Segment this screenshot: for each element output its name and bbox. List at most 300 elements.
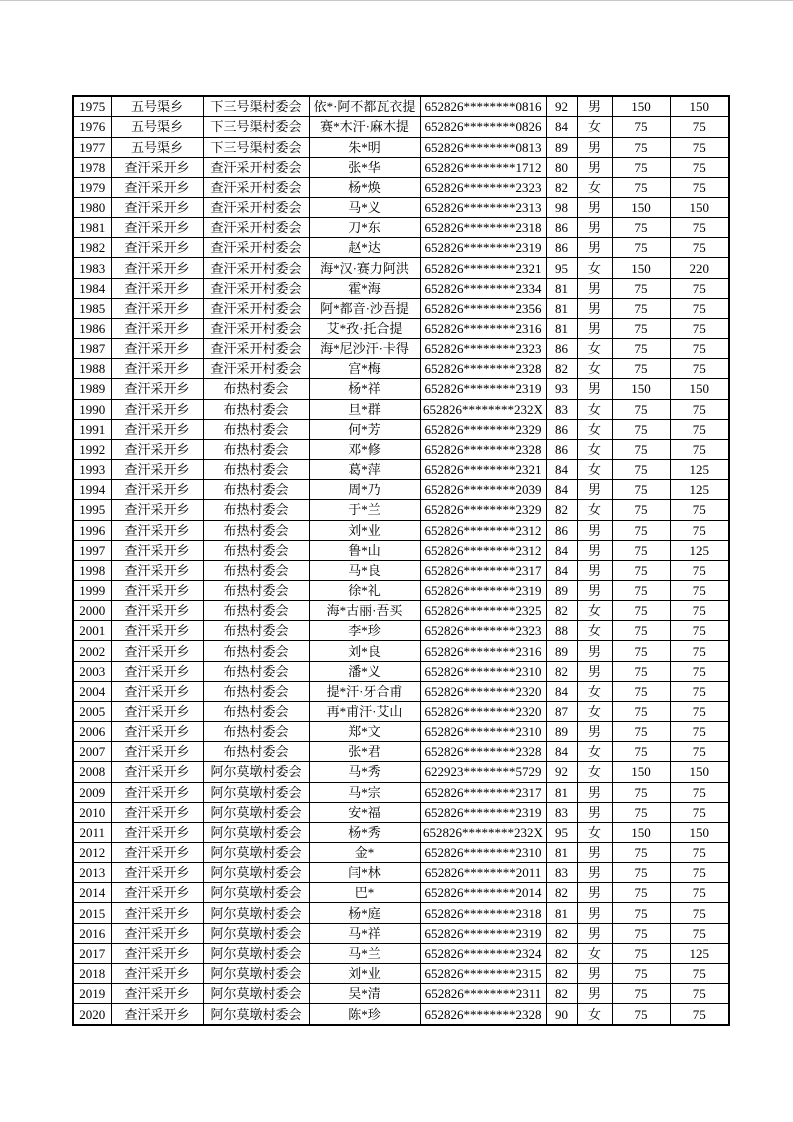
age-cell: 82 [546,601,577,621]
gender-cell: 男 [577,782,612,802]
standard-amount-cell: 75 [612,460,670,480]
row-number-cell: 2007 [73,742,111,762]
person-name-cell: 赵*达 [309,238,420,258]
standard-amount-cell: 75 [612,500,670,520]
village-committee-cell: 查汗采开村委会 [203,238,309,258]
person-name-cell: 提*汗·牙合甫 [309,681,420,701]
township-cell: 五号渠乡 [111,96,203,117]
standard-amount-cell: 150 [612,96,670,117]
person-name-cell: 吴*清 [309,984,420,1004]
issued-amount-cell: 75 [670,339,729,359]
table-row [73,359,729,379]
row-number-cell: 2013 [73,863,111,883]
gender-cell: 男 [577,318,612,338]
standard-amount-cell: 75 [612,963,670,983]
age-cell: 81 [546,903,577,923]
village-committee-cell: 阿尔莫墩村委会 [203,1004,309,1025]
issued-amount-cell: 75 [670,560,729,580]
gender-cell: 女 [577,621,612,641]
row-number-cell: 2011 [73,822,111,842]
gender-cell: 女 [577,460,612,480]
gender-cell: 女 [577,681,612,701]
id-number-cell: 622923********5729 [420,762,546,782]
standard-amount-cell: 75 [612,984,670,1004]
table-body [73,96,729,1025]
row-number-cell: 1983 [73,258,111,278]
id-number-cell: 652826********2311 [420,984,546,1004]
row-number-cell: 1978 [73,157,111,177]
gender-cell: 男 [577,137,612,157]
table-row [73,278,729,298]
table-row [73,258,729,278]
age-cell: 80 [546,157,577,177]
id-number-cell: 652826********1712 [420,157,546,177]
id-number-cell: 652826********2319 [420,802,546,822]
age-cell: 92 [546,96,577,117]
id-number-cell: 652826********2319 [420,923,546,943]
issued-amount-cell: 75 [670,580,729,600]
id-number-cell: 652826********2323 [420,177,546,197]
person-name-cell: 葛*萍 [309,460,420,480]
village-committee-cell: 阿尔莫墩村委会 [203,923,309,943]
standard-amount-cell: 75 [612,903,670,923]
person-name-cell: 海*尼沙汗·卡得 [309,339,420,359]
township-cell: 查汗采开乡 [111,782,203,802]
table-row [73,137,729,157]
township-cell: 查汗采开乡 [111,681,203,701]
issued-amount-cell: 220 [670,258,729,278]
table-row [73,883,729,903]
table-row [73,399,729,419]
id-number-cell: 652826********2319 [420,580,546,600]
standard-amount-cell: 75 [612,1004,670,1025]
village-committee-cell: 阿尔莫墩村委会 [203,984,309,1004]
standard-amount-cell: 75 [612,520,670,540]
id-number-cell: 652826********0816 [420,96,546,117]
age-cell: 93 [546,379,577,399]
age-cell: 84 [546,480,577,500]
table-row [73,439,729,459]
gender-cell: 男 [577,218,612,238]
standard-amount-cell: 75 [612,117,670,137]
township-cell: 查汗采开乡 [111,298,203,318]
table-row [73,419,729,439]
township-cell: 查汗采开乡 [111,641,203,661]
id-number-cell: 652826********2323 [420,339,546,359]
village-committee-cell: 查汗采开村委会 [203,218,309,238]
person-name-cell: 闫*林 [309,863,420,883]
township-cell: 查汗采开乡 [111,742,203,762]
row-number-cell: 1975 [73,96,111,117]
row-number-cell: 2015 [73,903,111,923]
issued-amount-cell: 75 [670,722,729,742]
gender-cell: 女 [577,943,612,963]
township-cell: 查汗采开乡 [111,822,203,842]
row-number-cell: 2018 [73,963,111,983]
township-cell: 查汗采开乡 [111,157,203,177]
table-row [73,218,729,238]
township-cell: 五号渠乡 [111,117,203,137]
gender-cell: 男 [577,560,612,580]
id-number-cell: 652826********2324 [420,943,546,963]
township-cell: 查汗采开乡 [111,560,203,580]
standard-amount-cell: 75 [612,278,670,298]
person-name-cell: 马*兰 [309,943,420,963]
id-number-cell: 652826********2310 [420,722,546,742]
person-name-cell: 刀*东 [309,218,420,238]
village-committee-cell: 布热村委会 [203,540,309,560]
village-committee-cell: 布热村委会 [203,580,309,600]
table-row [73,742,729,762]
person-name-cell: 于*兰 [309,500,420,520]
id-number-cell: 652826********2014 [420,883,546,903]
id-number-cell: 652826********2319 [420,238,546,258]
person-name-cell: 郑*文 [309,722,420,742]
row-number-cell: 1988 [73,359,111,379]
standard-amount-cell: 75 [612,419,670,439]
standard-amount-cell: 75 [612,722,670,742]
village-committee-cell: 布热村委会 [203,399,309,419]
row-number-cell: 1996 [73,520,111,540]
id-number-cell: 652826********2318 [420,218,546,238]
standard-amount-cell: 150 [612,258,670,278]
age-cell: 81 [546,298,577,318]
township-cell: 查汗采开乡 [111,379,203,399]
row-number-cell: 2014 [73,883,111,903]
age-cell: 82 [546,359,577,379]
village-committee-cell: 查汗采开村委会 [203,298,309,318]
village-committee-cell: 查汗采开村委会 [203,157,309,177]
village-committee-cell: 查汗采开村委会 [203,278,309,298]
township-cell: 查汗采开乡 [111,439,203,459]
issued-amount-cell: 75 [670,923,729,943]
row-number-cell: 2019 [73,984,111,1004]
township-cell: 查汗采开乡 [111,701,203,721]
age-cell: 83 [546,863,577,883]
age-cell: 82 [546,500,577,520]
person-name-cell: 马*义 [309,198,420,218]
row-number-cell: 1987 [73,339,111,359]
row-number-cell: 1981 [73,218,111,238]
row-number-cell: 1994 [73,480,111,500]
person-name-cell: 杨*庭 [309,903,420,923]
age-cell: 86 [546,339,577,359]
gender-cell: 女 [577,419,612,439]
gender-cell: 男 [577,863,612,883]
row-number-cell: 1998 [73,560,111,580]
township-cell: 查汗采开乡 [111,238,203,258]
row-number-cell: 2001 [73,621,111,641]
id-number-cell: 652826********2356 [420,298,546,318]
person-name-cell: 旦*群 [309,399,420,419]
issued-amount-cell: 75 [670,963,729,983]
person-name-cell: 徐*礼 [309,580,420,600]
village-committee-cell: 查汗采开村委会 [203,258,309,278]
id-number-cell: 652826********232X [420,399,546,419]
issued-amount-cell: 150 [670,822,729,842]
row-number-cell: 1993 [73,460,111,480]
village-committee-cell: 布热村委会 [203,379,309,399]
row-number-cell: 1980 [73,198,111,218]
gender-cell: 女 [577,822,612,842]
issued-amount-cell: 75 [670,318,729,338]
gender-cell: 男 [577,298,612,318]
township-cell: 查汗采开乡 [111,903,203,923]
id-number-cell: 652826********232X [420,822,546,842]
village-committee-cell: 下三号渠村委会 [203,117,309,137]
standard-amount-cell: 75 [612,923,670,943]
table-row [73,722,729,742]
standard-amount-cell: 75 [612,560,670,580]
row-number-cell: 1979 [73,177,111,197]
gender-cell: 男 [577,198,612,218]
township-cell: 查汗采开乡 [111,923,203,943]
village-committee-cell: 布热村委会 [203,722,309,742]
table-row [73,984,729,1004]
row-number-cell: 1992 [73,439,111,459]
standard-amount-cell: 150 [612,822,670,842]
age-cell: 86 [546,238,577,258]
standard-amount-cell: 150 [612,198,670,218]
table-row [73,661,729,681]
village-committee-cell: 布热村委会 [203,742,309,762]
row-number-cell: 1991 [73,419,111,439]
id-number-cell: 652826********0813 [420,137,546,157]
id-number-cell: 652826********2334 [420,278,546,298]
village-committee-cell: 阿尔莫墩村委会 [203,802,309,822]
township-cell: 查汗采开乡 [111,843,203,863]
village-committee-cell: 阿尔莫墩村委会 [203,843,309,863]
row-number-cell: 2006 [73,722,111,742]
table-row [73,822,729,842]
age-cell: 84 [546,681,577,701]
standard-amount-cell: 75 [612,580,670,600]
township-cell: 查汗采开乡 [111,984,203,1004]
village-committee-cell: 查汗采开村委会 [203,339,309,359]
issued-amount-cell: 75 [670,883,729,903]
village-committee-cell: 阿尔莫墩村委会 [203,903,309,923]
gender-cell: 女 [577,500,612,520]
row-number-cell: 2005 [73,701,111,721]
gender-cell: 女 [577,177,612,197]
table-row [73,198,729,218]
table-row [73,177,729,197]
gender-cell: 女 [577,439,612,459]
table-row [73,782,729,802]
person-name-cell: 潘*义 [309,661,420,681]
standard-amount-cell: 75 [612,943,670,963]
standard-amount-cell: 75 [612,883,670,903]
row-number-cell: 2020 [73,1004,111,1025]
issued-amount-cell: 75 [670,238,729,258]
village-committee-cell: 布热村委会 [203,661,309,681]
person-name-cell: 刘*良 [309,641,420,661]
village-committee-cell: 布热村委会 [203,460,309,480]
issued-amount-cell: 150 [670,762,729,782]
township-cell: 查汗采开乡 [111,198,203,218]
standard-amount-cell: 75 [612,439,670,459]
gender-cell: 女 [577,117,612,137]
standard-amount-cell: 75 [612,318,670,338]
id-number-cell: 652826********2329 [420,419,546,439]
age-cell: 83 [546,399,577,419]
row-number-cell: 1984 [73,278,111,298]
table-row [73,238,729,258]
id-number-cell: 652826********2328 [420,439,546,459]
township-cell: 查汗采开乡 [111,460,203,480]
village-committee-cell: 查汗采开村委会 [203,198,309,218]
age-cell: 98 [546,198,577,218]
issued-amount-cell: 125 [670,540,729,560]
table-row [73,318,729,338]
id-number-cell: 652826********2317 [420,782,546,802]
issued-amount-cell: 75 [670,782,729,802]
gender-cell: 男 [577,843,612,863]
village-committee-cell: 布热村委会 [203,439,309,459]
id-number-cell: 652826********2321 [420,460,546,480]
table-row [73,903,729,923]
township-cell: 查汗采开乡 [111,339,203,359]
age-cell: 86 [546,419,577,439]
table-row [73,621,729,641]
age-cell: 84 [546,117,577,137]
table-row [73,379,729,399]
person-name-cell: 赛*木汗·麻木提 [309,117,420,137]
person-name-cell: 金* [309,843,420,863]
id-number-cell: 652826********2313 [420,198,546,218]
issued-amount-cell: 75 [670,298,729,318]
person-name-cell: 马*宗 [309,782,420,802]
issued-amount-cell: 150 [670,198,729,218]
row-number-cell: 1977 [73,137,111,157]
table-row [73,339,729,359]
issued-amount-cell: 75 [670,641,729,661]
village-committee-cell: 布热村委会 [203,681,309,701]
township-cell: 查汗采开乡 [111,540,203,560]
township-cell: 查汗采开乡 [111,601,203,621]
gender-cell: 女 [577,1004,612,1025]
gender-cell: 男 [577,963,612,983]
table-row [73,117,729,137]
issued-amount-cell: 75 [670,984,729,1004]
standard-amount-cell: 75 [612,641,670,661]
village-committee-cell: 阿尔莫墩村委会 [203,963,309,983]
standard-amount-cell: 75 [612,218,670,238]
table-row [73,500,729,520]
person-name-cell: 巴* [309,883,420,903]
age-cell: 81 [546,843,577,863]
issued-amount-cell: 75 [670,157,729,177]
table-row [73,843,729,863]
id-number-cell: 652826********2328 [420,742,546,762]
standard-amount-cell: 75 [612,661,670,681]
person-name-cell: 海*汉·赛力阿洪 [309,258,420,278]
row-number-cell: 2009 [73,782,111,802]
table-row [73,963,729,983]
table-row [73,923,729,943]
id-number-cell: 652826********2316 [420,641,546,661]
id-number-cell: 652826********2318 [420,903,546,923]
standard-amount-cell: 75 [612,863,670,883]
age-cell: 82 [546,177,577,197]
issued-amount-cell: 75 [670,218,729,238]
gender-cell: 女 [577,359,612,379]
table-row [73,762,729,782]
person-name-cell: 宫*梅 [309,359,420,379]
standard-amount-cell: 75 [612,681,670,701]
issued-amount-cell: 75 [670,601,729,621]
id-number-cell: 652826********2312 [420,520,546,540]
table-row [73,681,729,701]
age-cell: 82 [546,661,577,681]
village-committee-cell: 阿尔莫墩村委会 [203,883,309,903]
age-cell: 84 [546,742,577,762]
standard-amount-cell: 75 [612,359,670,379]
row-number-cell: 1976 [73,117,111,137]
township-cell: 查汗采开乡 [111,722,203,742]
table-row [73,641,729,661]
id-number-cell: 652826********2039 [420,480,546,500]
row-number-cell: 2012 [73,843,111,863]
issued-amount-cell: 125 [670,480,729,500]
township-cell: 查汗采开乡 [111,318,203,338]
village-committee-cell: 下三号渠村委会 [203,137,309,157]
person-name-cell: 鲁*山 [309,540,420,560]
issued-amount-cell: 75 [670,399,729,419]
id-number-cell: 652826********0826 [420,117,546,137]
village-committee-cell: 布热村委会 [203,419,309,439]
township-cell: 查汗采开乡 [111,500,203,520]
township-cell: 查汗采开乡 [111,177,203,197]
age-cell: 95 [546,258,577,278]
id-number-cell: 652826********2323 [420,621,546,641]
gender-cell: 男 [577,903,612,923]
standard-amount-cell: 75 [612,298,670,318]
table-row [73,480,729,500]
standard-amount-cell: 75 [612,238,670,258]
person-name-cell: 马*祥 [309,923,420,943]
age-cell: 84 [546,560,577,580]
issued-amount-cell: 75 [670,520,729,540]
row-number-cell: 2010 [73,802,111,822]
age-cell: 82 [546,963,577,983]
id-number-cell: 652826********2329 [420,500,546,520]
row-number-cell: 1982 [73,238,111,258]
row-number-cell: 1995 [73,500,111,520]
gender-cell: 男 [577,540,612,560]
beneficiary-roster-table [72,95,730,1026]
village-committee-cell: 阿尔莫墩村委会 [203,762,309,782]
row-number-cell: 2008 [73,762,111,782]
row-number-cell: 1985 [73,298,111,318]
issued-amount-cell: 125 [670,943,729,963]
age-cell: 89 [546,641,577,661]
township-cell: 查汗采开乡 [111,1004,203,1025]
village-committee-cell: 布热村委会 [203,480,309,500]
table-row [73,1004,729,1025]
standard-amount-cell: 75 [612,843,670,863]
gender-cell: 女 [577,339,612,359]
standard-amount-cell: 75 [612,399,670,419]
age-cell: 82 [546,883,577,903]
table-row [73,701,729,721]
age-cell: 82 [546,923,577,943]
gender-cell: 女 [577,701,612,721]
village-committee-cell: 布热村委会 [203,560,309,580]
village-committee-cell: 布热村委会 [203,520,309,540]
row-number-cell: 1986 [73,318,111,338]
id-number-cell: 652826********2011 [420,863,546,883]
